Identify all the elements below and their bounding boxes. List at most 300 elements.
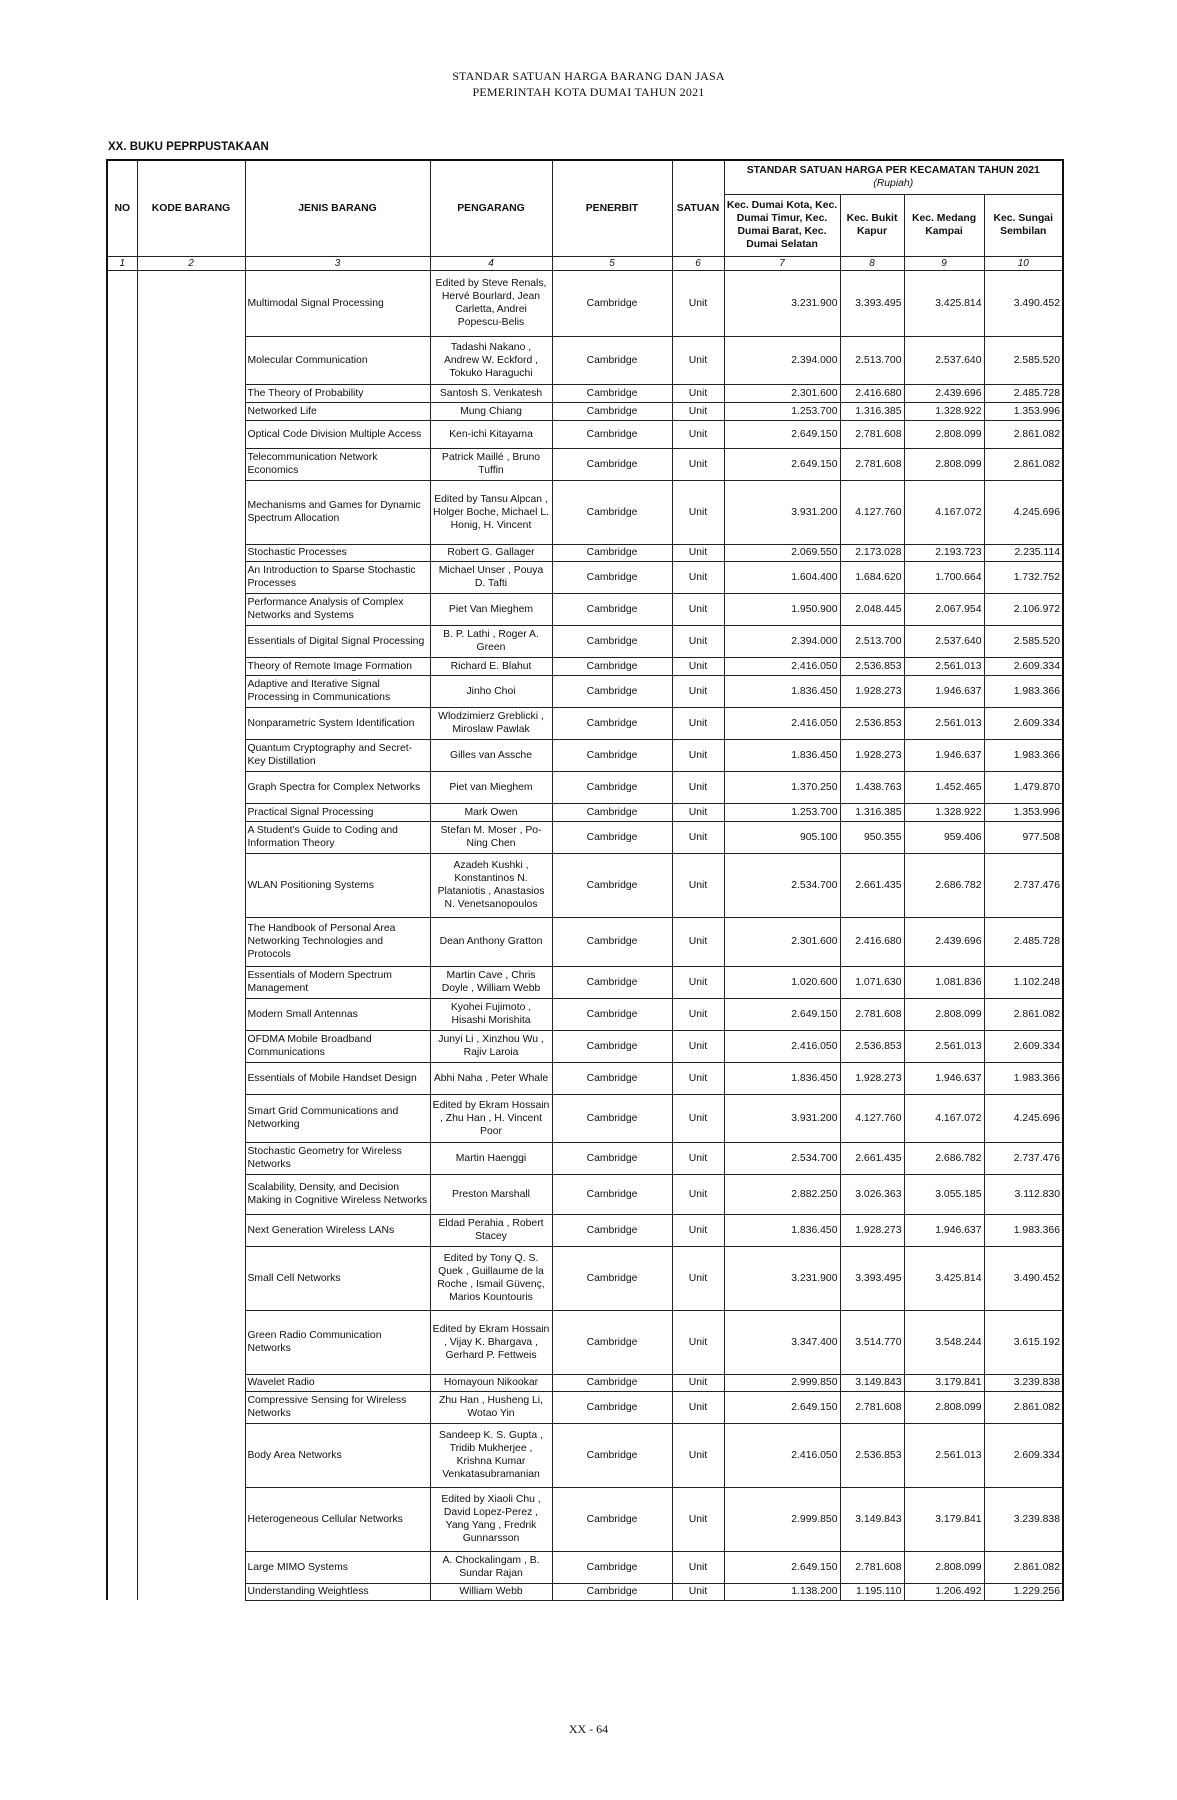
price-kec1-cell: 3.347.400 (724, 1310, 840, 1374)
price-kec3-cell: 2.686.782 (904, 853, 984, 917)
pengarang-cell: Edited by Tony Q. S. Quek , Guillaume de la Roche , Ismail Güvenç, Marios Kountouris (430, 1246, 552, 1310)
pengarang-cell: Zhu Han , Husheng Li, Wotao Yin (430, 1391, 552, 1423)
satuan-cell: Unit (672, 1214, 724, 1246)
jenis-barang-cell: Essentials of Mobile Handset Design (245, 1062, 430, 1094)
satuan-cell: Unit (672, 1423, 724, 1487)
pengarang-cell: Piet van Mieghem (430, 771, 552, 803)
price-kec4-cell: 2.609.334 (984, 657, 1063, 675)
price-kec3-cell: 1.081.836 (904, 966, 984, 998)
pengarang-cell: Mung Chiang (430, 402, 552, 420)
col-header-pengarang: PENGARANG (430, 160, 552, 256)
kode-barang-cell (137, 270, 245, 1600)
penerbit-cell: Cambridge (552, 384, 672, 402)
satuan-cell: Unit (672, 420, 724, 448)
jenis-barang-cell: Multimodal Signal Processing (245, 270, 430, 336)
price-kec2-cell: 1.928.273 (840, 1214, 904, 1246)
price-kec4-cell: 2.737.476 (984, 1142, 1063, 1174)
penerbit-cell: Cambridge (552, 739, 672, 771)
penerbit-cell: Cambridge (552, 544, 672, 561)
price-kec4-cell: 2.609.334 (984, 1423, 1063, 1487)
table-row (107, 270, 1063, 336)
price-table (106, 159, 1064, 1601)
price-kec4-cell: 1.353.996 (984, 803, 1063, 821)
penerbit-cell: Cambridge (552, 853, 672, 917)
col-header-kec2: Kec. Bukit Kapur (840, 194, 904, 256)
price-kec1-cell: 2.416.050 (724, 1030, 840, 1062)
price-kec4-cell: 1.983.366 (984, 739, 1063, 771)
price-kec2-cell: 2.513.700 (840, 336, 904, 384)
col-header-kec1: Kec. Dumai Kota, Kec. Dumai Timur, Kec. Dumai Barat, Kec. Dumai Selatan (724, 194, 840, 256)
jenis-barang-cell: Modern Small Antennas (245, 998, 430, 1030)
jenis-barang-cell: A Student's Guide to Coding and Information Theory (245, 821, 430, 853)
penerbit-cell: Cambridge (552, 657, 672, 675)
table-row (107, 420, 1063, 448)
price-kec1-cell: 1.836.450 (724, 1214, 840, 1246)
price-kec3-cell: 2.439.696 (904, 384, 984, 402)
penerbit-cell: Cambridge (552, 803, 672, 821)
price-kec1-cell: 905.100 (724, 821, 840, 853)
jenis-barang-cell: Telecommunication Network Economics (245, 448, 430, 480)
price-kec2-cell: 2.781.608 (840, 1391, 904, 1423)
table-row (107, 803, 1063, 821)
price-kec3-cell: 2.193.723 (904, 544, 984, 561)
price-kec3-cell: 3.425.814 (904, 1246, 984, 1310)
pengarang-cell: Edited by Tansu Alpcan , Holger Boche, Michael L. Honig, H. Vincent (430, 480, 552, 544)
table-row (107, 1062, 1063, 1094)
col-header-kec4: Kec. Sungai Sembilan (984, 194, 1063, 256)
price-kec3-cell: 1.946.637 (904, 1214, 984, 1246)
price-kec1-cell: 1.253.700 (724, 803, 840, 821)
pengarang-cell: Abhi Naha , Peter Whale (430, 1062, 552, 1094)
pengarang-cell: Ken-ichi Kitayama (430, 420, 552, 448)
price-kec1-cell: 2.069.550 (724, 544, 840, 561)
table-row (107, 402, 1063, 420)
pengarang-cell: Martin Haenggi (430, 1142, 552, 1174)
price-kec4-cell: 3.239.838 (984, 1374, 1063, 1391)
col-header-penerbit: PENERBIT (552, 160, 672, 256)
price-kec4-cell: 1.983.366 (984, 675, 1063, 707)
group-subtitle: (Rupiah) (873, 178, 914, 190)
price-kec1-cell: 2.416.050 (724, 707, 840, 739)
column-number: 10 (984, 256, 1063, 270)
price-kec1-cell: 3.931.200 (724, 480, 840, 544)
col-header-no: NO (107, 160, 137, 256)
price-kec2-cell: 3.149.843 (840, 1487, 904, 1551)
jenis-barang-cell: Heterogeneous Cellular Networks (245, 1487, 430, 1551)
penerbit-cell: Cambridge (552, 402, 672, 420)
price-kec4-cell: 3.615.192 (984, 1310, 1063, 1374)
satuan-cell: Unit (672, 1583, 724, 1600)
jenis-barang-cell: Wavelet Radio (245, 1374, 430, 1391)
group-title: STANDAR SATUAN HARGA PER KECAMATAN TAHUN 2021 (746, 165, 1040, 177)
price-kec1-cell: 2.394.000 (724, 336, 840, 384)
price-kec4-cell: 2.235.114 (984, 544, 1063, 561)
price-kec1-cell: 2.649.150 (724, 1391, 840, 1423)
jenis-barang-cell: Small Cell Networks (245, 1246, 430, 1310)
price-kec1-cell: 1.020.600 (724, 966, 840, 998)
price-kec3-cell: 959.406 (904, 821, 984, 853)
doc-header-line1: STANDAR SATUAN HARGA BARANG DAN JASA (452, 69, 725, 83)
table-row (107, 1246, 1063, 1310)
price-kec4-cell: 2.485.728 (984, 384, 1063, 402)
price-kec1-cell: 1.836.450 (724, 675, 840, 707)
price-kec4-cell: 1.983.366 (984, 1062, 1063, 1094)
pengarang-cell: Santosh S. Venkatesh (430, 384, 552, 402)
price-kec1-cell: 3.231.900 (724, 1246, 840, 1310)
jenis-barang-cell: Understanding Weightless (245, 1583, 430, 1600)
table-row (107, 448, 1063, 480)
jenis-barang-cell: Practical Signal Processing (245, 803, 430, 821)
price-kec4-cell: 2.585.520 (984, 625, 1063, 657)
pengarang-cell: Edited by Steve Renals, Hervé Bourlard, Jean Carletta, Andrei Popescu-Belis (430, 270, 552, 336)
price-kec3-cell: 2.808.099 (904, 1391, 984, 1423)
jenis-barang-cell: Theory of Remote Image Formation (245, 657, 430, 675)
pengarang-cell: Gilles van Assche (430, 739, 552, 771)
price-kec3-cell: 3.179.841 (904, 1374, 984, 1391)
pengarang-cell: Eldad Perahia , Robert Stacey (430, 1214, 552, 1246)
price-kec2-cell: 1.438.763 (840, 771, 904, 803)
jenis-barang-cell: Performance Analysis of Complex Networks and Systems (245, 593, 430, 625)
price-kec3-cell: 3.055.185 (904, 1174, 984, 1214)
price-kec2-cell: 4.127.760 (840, 1094, 904, 1142)
pengarang-cell: Mark Owen (430, 803, 552, 821)
price-kec4-cell: 3.112.830 (984, 1174, 1063, 1214)
pengarang-cell: Jinho Choi (430, 675, 552, 707)
satuan-cell: Unit (672, 707, 724, 739)
jenis-barang-cell: Essentials of Modern Spectrum Management (245, 966, 430, 998)
pengarang-cell: Michael Unser , Pouya D. Tafti (430, 561, 552, 593)
satuan-cell: Unit (672, 1142, 724, 1174)
jenis-barang-cell: Quantum Cryptography and Secret-Key Distillation (245, 739, 430, 771)
price-kec2-cell: 2.416.680 (840, 917, 904, 966)
price-kec2-cell: 3.149.843 (840, 1374, 904, 1391)
price-kec3-cell: 3.425.814 (904, 270, 984, 336)
table-row (107, 1391, 1063, 1423)
price-kec1-cell: 1.836.450 (724, 739, 840, 771)
pengarang-cell: B. P. Lathi , Roger A. Green (430, 625, 552, 657)
table-row (107, 1094, 1063, 1142)
jenis-barang-cell: Mechanisms and Games for Dynamic Spectrum Allocation (245, 480, 430, 544)
price-kec4-cell: 1.983.366 (984, 1214, 1063, 1246)
jenis-barang-cell: Essentials of Digital Signal Processing (245, 625, 430, 657)
price-kec3-cell: 1.328.922 (904, 803, 984, 821)
penerbit-cell: Cambridge (552, 917, 672, 966)
price-kec3-cell: 2.537.640 (904, 336, 984, 384)
price-kec3-cell: 1.328.922 (904, 402, 984, 420)
price-kec4-cell: 1.102.248 (984, 966, 1063, 998)
satuan-cell: Unit (672, 853, 724, 917)
penerbit-cell: Cambridge (552, 1214, 672, 1246)
price-kec2-cell: 3.393.495 (840, 270, 904, 336)
column-number: 4 (430, 256, 552, 270)
price-kec1-cell: 1.370.250 (724, 771, 840, 803)
price-kec1-cell: 2.649.150 (724, 1551, 840, 1583)
price-kec2-cell: 2.661.435 (840, 1142, 904, 1174)
column-number-row (107, 256, 1063, 270)
penerbit-cell: Cambridge (552, 270, 672, 336)
price-kec3-cell: 1.452.465 (904, 771, 984, 803)
pengarang-cell: Piet Van Mieghem (430, 593, 552, 625)
price-kec4-cell: 2.609.334 (984, 707, 1063, 739)
column-number: 7 (724, 256, 840, 270)
price-kec2-cell: 2.781.608 (840, 998, 904, 1030)
col-header-kode: KODE BARANG (137, 160, 245, 256)
price-kec1-cell: 2.301.600 (724, 384, 840, 402)
table-row (107, 561, 1063, 593)
table-row (107, 1310, 1063, 1374)
penerbit-cell: Cambridge (552, 593, 672, 625)
table-row (107, 966, 1063, 998)
satuan-cell: Unit (672, 771, 724, 803)
price-kec4-cell: 2.485.728 (984, 917, 1063, 966)
pengarang-cell: Martin Cave , Chris Doyle , William Webb (430, 966, 552, 998)
penerbit-cell: Cambridge (552, 448, 672, 480)
price-kec1-cell: 2.649.150 (724, 448, 840, 480)
price-kec2-cell: 2.536.853 (840, 657, 904, 675)
price-kec1-cell: 1.138.200 (724, 1583, 840, 1600)
price-kec3-cell: 1.946.637 (904, 675, 984, 707)
penerbit-cell: Cambridge (552, 707, 672, 739)
table-row (107, 675, 1063, 707)
price-kec4-cell: 1.732.752 (984, 561, 1063, 593)
price-kec2-cell: 2.173.028 (840, 544, 904, 561)
price-kec4-cell: 2.861.082 (984, 1551, 1063, 1583)
pengarang-cell: Preston Marshall (430, 1174, 552, 1214)
price-kec2-cell: 1.928.273 (840, 1062, 904, 1094)
satuan-cell: Unit (672, 675, 724, 707)
price-kec2-cell: 1.316.385 (840, 402, 904, 420)
col-header-satuan: SATUAN (672, 160, 724, 256)
price-kec3-cell: 2.439.696 (904, 917, 984, 966)
jenis-barang-cell: An Introduction to Sparse Stochastic Processes (245, 561, 430, 593)
table-row (107, 821, 1063, 853)
price-kec4-cell: 977.508 (984, 821, 1063, 853)
price-kec3-cell: 4.167.072 (904, 1094, 984, 1142)
price-kec1-cell: 1.836.450 (724, 1062, 840, 1094)
table-row (107, 1374, 1063, 1391)
price-kec1-cell: 2.999.850 (724, 1374, 840, 1391)
satuan-cell: Unit (672, 821, 724, 853)
column-number: 2 (137, 256, 245, 270)
col-header-kec3: Kec. Medang Kampai (904, 194, 984, 256)
doc-header-line2: PEMERINTAH KOTA DUMAI TAHUN 2021 (472, 85, 705, 99)
penerbit-cell: Cambridge (552, 1487, 672, 1551)
no-cell (107, 270, 137, 1600)
price-kec2-cell: 3.514.770 (840, 1310, 904, 1374)
price-kec1-cell: 2.534.700 (724, 853, 840, 917)
price-kec3-cell: 2.808.099 (904, 448, 984, 480)
penerbit-cell: Cambridge (552, 420, 672, 448)
jenis-barang-cell: OFDMA Mobile Broadband Communications (245, 1030, 430, 1062)
price-kec1-cell: 2.416.050 (724, 1423, 840, 1487)
table-row (107, 480, 1063, 544)
price-kec4-cell: 4.245.696 (984, 1094, 1063, 1142)
column-number: 9 (904, 256, 984, 270)
price-kec2-cell: 2.513.700 (840, 625, 904, 657)
penerbit-cell: Cambridge (552, 966, 672, 998)
table-row (107, 998, 1063, 1030)
jenis-barang-cell: Stochastic Processes (245, 544, 430, 561)
price-kec2-cell: 4.127.760 (840, 480, 904, 544)
pengarang-cell: Tadashi Nakano , Andrew W. Eckford , Tokuko Haraguchi (430, 336, 552, 384)
table-row (107, 593, 1063, 625)
penerbit-cell: Cambridge (552, 625, 672, 657)
price-kec4-cell: 3.239.838 (984, 1487, 1063, 1551)
price-kec2-cell: 950.355 (840, 821, 904, 853)
price-kec2-cell: 1.071.630 (840, 966, 904, 998)
price-kec1-cell: 2.301.600 (724, 917, 840, 966)
price-kec3-cell: 1.946.637 (904, 1062, 984, 1094)
pengarang-cell: Junyi Li , Xinzhou Wu , Rajiv Laroia (430, 1030, 552, 1062)
table-row (107, 1583, 1063, 1600)
table-row (107, 853, 1063, 917)
satuan-cell: Unit (672, 336, 724, 384)
jenis-barang-cell: Green Radio Communication Networks (245, 1310, 430, 1374)
jenis-barang-cell: Molecular Communication (245, 336, 430, 384)
table-row (107, 1551, 1063, 1583)
price-kec2-cell: 1.316.385 (840, 803, 904, 821)
satuan-cell: Unit (672, 270, 724, 336)
jenis-barang-cell: The Handbook of Personal Area Networking Technologies and Protocols (245, 917, 430, 966)
price-kec4-cell: 4.245.696 (984, 480, 1063, 544)
price-kec2-cell: 3.026.363 (840, 1174, 904, 1214)
price-kec3-cell: 2.808.099 (904, 420, 984, 448)
satuan-cell: Unit (672, 1246, 724, 1310)
satuan-cell: Unit (672, 1391, 724, 1423)
price-kec1-cell: 3.931.200 (724, 1094, 840, 1142)
satuan-cell: Unit (672, 448, 724, 480)
pengarang-cell: Robert G. Gallager (430, 544, 552, 561)
price-kec3-cell: 2.561.013 (904, 1423, 984, 1487)
penerbit-cell: Cambridge (552, 998, 672, 1030)
price-kec2-cell: 1.928.273 (840, 675, 904, 707)
satuan-cell: Unit (672, 657, 724, 675)
satuan-cell: Unit (672, 1062, 724, 1094)
price-kec1-cell: 2.999.850 (724, 1487, 840, 1551)
satuan-cell: Unit (672, 1174, 724, 1214)
pengarang-cell: Edited by Xiaoli Chu , David Lopez-Perez , Yang Yang , Fredrik Gunnarsson (430, 1487, 552, 1551)
price-kec1-cell: 1.604.400 (724, 561, 840, 593)
price-kec2-cell: 1.195.110 (840, 1583, 904, 1600)
pengarang-cell: Kyohei Fujimoto , Hisashi Morishita (430, 998, 552, 1030)
price-kec1-cell: 2.649.150 (724, 420, 840, 448)
penerbit-cell: Cambridge (552, 821, 672, 853)
price-kec4-cell: 1.353.996 (984, 402, 1063, 420)
price-kec3-cell: 3.548.244 (904, 1310, 984, 1374)
price-kec4-cell: 2.106.972 (984, 593, 1063, 625)
table-row (107, 1174, 1063, 1214)
satuan-cell: Unit (672, 384, 724, 402)
satuan-cell: Unit (672, 803, 724, 821)
page-number: XX - 64 (568, 1722, 609, 1736)
pengarang-cell: Wlodzimierz Greblicki , Miroslaw Pawlak (430, 707, 552, 739)
price-kec2-cell: 2.048.445 (840, 593, 904, 625)
jenis-barang-cell: Graph Spectra for Complex Networks (245, 771, 430, 803)
penerbit-cell: Cambridge (552, 1062, 672, 1094)
price-kec3-cell: 2.561.013 (904, 707, 984, 739)
price-kec4-cell: 3.490.452 (984, 1246, 1063, 1310)
pengarang-cell: Homayoun Nikookar (430, 1374, 552, 1391)
price-kec2-cell: 2.536.853 (840, 707, 904, 739)
satuan-cell: Unit (672, 1551, 724, 1583)
satuan-cell: Unit (672, 625, 724, 657)
satuan-cell: Unit (672, 966, 724, 998)
pengarang-cell: Edited by Ekram Hossain , Zhu Han , H. Vincent Poor (430, 1094, 552, 1142)
price-kec3-cell: 1.700.664 (904, 561, 984, 593)
penerbit-cell: Cambridge (552, 1423, 672, 1487)
column-number: 5 (552, 256, 672, 270)
price-kec2-cell: 2.536.853 (840, 1030, 904, 1062)
column-number: 3 (245, 256, 430, 270)
pengarang-cell: Dean Anthony Gratton (430, 917, 552, 966)
table-body (107, 270, 1063, 1600)
table-row (107, 544, 1063, 561)
price-kec2-cell: 1.928.273 (840, 739, 904, 771)
penerbit-cell: Cambridge (552, 1551, 672, 1583)
satuan-cell: Unit (672, 593, 724, 625)
table-row (107, 625, 1063, 657)
satuan-cell: Unit (672, 1094, 724, 1142)
satuan-cell: Unit (672, 998, 724, 1030)
jenis-barang-cell: Stochastic Geometry for Wireless Networks (245, 1142, 430, 1174)
penerbit-cell: Cambridge (552, 1391, 672, 1423)
jenis-barang-cell: Adaptive and Iterative Signal Processing in Communications (245, 675, 430, 707)
price-kec3-cell: 2.067.954 (904, 593, 984, 625)
price-kec4-cell: 2.861.082 (984, 420, 1063, 448)
price-kec2-cell: 2.781.608 (840, 448, 904, 480)
col-header-group (724, 160, 1063, 194)
table-row (107, 917, 1063, 966)
price-kec1-cell: 2.649.150 (724, 998, 840, 1030)
pengarang-cell: William Webb (430, 1583, 552, 1600)
satuan-cell: Unit (672, 1030, 724, 1062)
price-kec3-cell: 2.808.099 (904, 998, 984, 1030)
pengarang-cell: A. Chockalingam , B. Sundar Rajan (430, 1551, 552, 1583)
table-row (107, 1214, 1063, 1246)
price-kec3-cell: 3.179.841 (904, 1487, 984, 1551)
price-kec1-cell: 2.394.000 (724, 625, 840, 657)
table-row (107, 1030, 1063, 1062)
penerbit-cell: Cambridge (552, 1030, 672, 1062)
jenis-barang-cell: Next Generation Wireless LANs (245, 1214, 430, 1246)
satuan-cell: Unit (672, 561, 724, 593)
table-row (107, 707, 1063, 739)
price-kec2-cell: 2.781.608 (840, 1551, 904, 1583)
penerbit-cell: Cambridge (552, 1174, 672, 1214)
price-kec2-cell: 2.416.680 (840, 384, 904, 402)
jenis-barang-cell: Compressive Sensing for Wireless Networks (245, 1391, 430, 1423)
price-kec3-cell: 4.167.072 (904, 480, 984, 544)
price-kec4-cell: 2.609.334 (984, 1030, 1063, 1062)
penerbit-cell: Cambridge (552, 561, 672, 593)
table-row (107, 657, 1063, 675)
table-row (107, 1142, 1063, 1174)
satuan-cell: Unit (672, 1487, 724, 1551)
satuan-cell: Unit (672, 917, 724, 966)
penerbit-cell: Cambridge (552, 1142, 672, 1174)
jenis-barang-cell: Body Area Networks (245, 1423, 430, 1487)
jenis-barang-cell: Smart Grid Communications and Networking (245, 1094, 430, 1142)
penerbit-cell: Cambridge (552, 1246, 672, 1310)
pengarang-cell: Patrick Maillé , Bruno Tuffin (430, 448, 552, 480)
jenis-barang-cell: Large MIMO Systems (245, 1551, 430, 1583)
col-header-jenis: JENIS BARANG (245, 160, 430, 256)
price-kec1-cell: 1.950.900 (724, 593, 840, 625)
price-kec2-cell: 2.536.853 (840, 1423, 904, 1487)
price-kec2-cell: 3.393.495 (840, 1246, 904, 1310)
jenis-barang-cell: Nonparametric System Identification (245, 707, 430, 739)
table-row (107, 771, 1063, 803)
